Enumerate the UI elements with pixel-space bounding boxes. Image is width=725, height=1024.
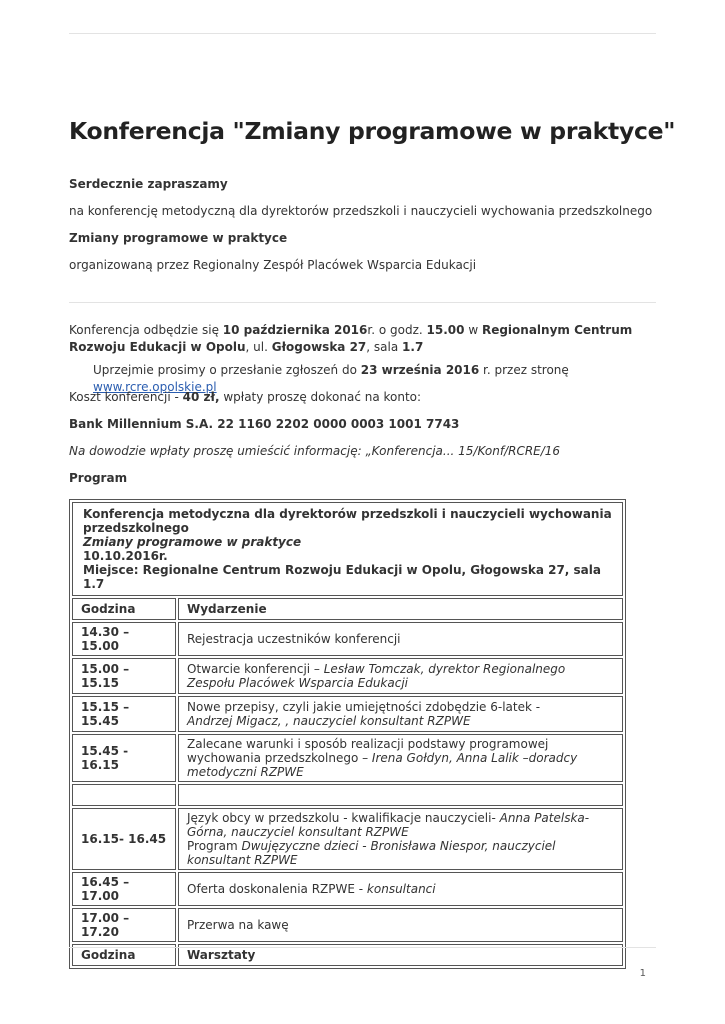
table-row: 15.00 – 15.15 Otwarcie konferencji – Lesław Tomczak, dyrektor Regionalnego Zespołu Placówek Wsparcia Edukacji <box>72 658 623 694</box>
top-rule <box>69 33 656 34</box>
footer-event-cell: Warsztaty <box>178 944 623 966</box>
conference-place: Regionalnym Centrum Rozwoju Edukacji w Opolu <box>69 323 633 354</box>
column-header-event: Wydarzenie <box>178 598 623 620</box>
bank-account: Bank Millennium S.A. 22 1160 2202 0000 0003 1001 7743 <box>69 417 460 431</box>
bottom-rule <box>69 947 656 948</box>
invite-text: na konferencję metodyczną dla dyrektorów przedszkoli i nauczycieli wychowania przedszkolnego <box>69 204 653 218</box>
page-number: 1 <box>639 968 646 979</box>
page-title: Konferencja "Zmiany programowe w praktyce" <box>69 117 676 145</box>
table-column-headers <box>72 598 623 620</box>
table-row: 15.45 - 16.15 Zalecane warunki i sposób realizacji podstawy programowej wychowania przedszkolnego – Irena Gołdyn, Anna Lalik –doradcy metodyczni RZPWE <box>72 734 623 782</box>
table-row: 16.45 – 17.00 Oferta doskonalenia RZPWE - konsultanci <box>72 872 623 906</box>
section-rule <box>69 302 656 303</box>
conference-name: Zmiany programowe w praktyce <box>69 231 288 245</box>
date-place-paragraph: Konferencja odbędzie się 10 października 2016r. o godz. 15.00 w Regionalnym Centrum Rozwoju Edukacji w Opolu, ul. Głogowska 27, sala 1.7 <box>69 323 633 354</box>
footer-time-cell: Godzina <box>72 944 176 966</box>
greeting: Serdecznie zapraszamy <box>69 177 228 191</box>
program-table <box>69 499 626 969</box>
program-header-row <box>72 502 623 596</box>
conference-date: 10 października 2016 <box>222 323 368 337</box>
table-row-empty <box>72 784 623 806</box>
program-label: Program <box>69 471 128 485</box>
conference-time: 15.00 <box>426 323 465 337</box>
conference-cost: 40 zł, <box>182 390 220 404</box>
table-row: 15.15 – 15.45 Nowe przepisy, czyli jakie umiejętności zdobędzie 6-latek - Andrzej Migacz, , nauczyciel konsultant RZPWE <box>72 696 623 732</box>
registration-link[interactable]: www.rcre.opolskie.pl <box>93 380 217 394</box>
table-row: 16.15- 16.45 Język obcy w przedszkolu - kwalifikacje nauczycieli- Anna Patelska-Górna, nauczyciel konsultant RZPWE Program Dwujęzyczne dzieci - Bronisława Niespor, nauczyciel konsultant RZPWE <box>72 808 623 870</box>
program-header-cell: Konferencja metodyczna dla dyrektorów przedszkoli i nauczycieli wychowania przedszkolnego Zmiany programowe w praktyce 10.10.2016r. Miejsce: Regionalne Centrum Rozwoju Edukacji w Opolu, Głogowska 27, sala 1.7 <box>72 502 623 596</box>
payment-note: Na dowodzie wpłaty proszę umieścić informację: „Konferencja... 15/Konf/RCRE/16 <box>69 444 561 458</box>
cost-paragraph: Koszt konferencji - 40 zł, wpłaty proszę dokonać na konto: <box>69 390 422 404</box>
table-row: 17.00 – 17.20 Przerwa na kawę <box>72 908 623 942</box>
column-header-time: Godzina <box>72 598 176 620</box>
organizer-text: organizowaną przez Regionalny Zespół Placówek Wsparcia Edukacji <box>69 258 477 272</box>
registration-deadline: 23 września 2016 <box>360 363 480 377</box>
conference-room: 1.7 <box>402 340 424 354</box>
registration-paragraph: Uprzejmie prosimy o przesłanie zgłoszeń do 23 września 2016 r. przez stronę www.rcre.opolskie.pl <box>93 363 569 394</box>
table-row: 14.30 – 15.00 Rejestracja uczestników konferencji <box>72 622 623 656</box>
conference-street: Głogowska 27 <box>271 340 367 354</box>
